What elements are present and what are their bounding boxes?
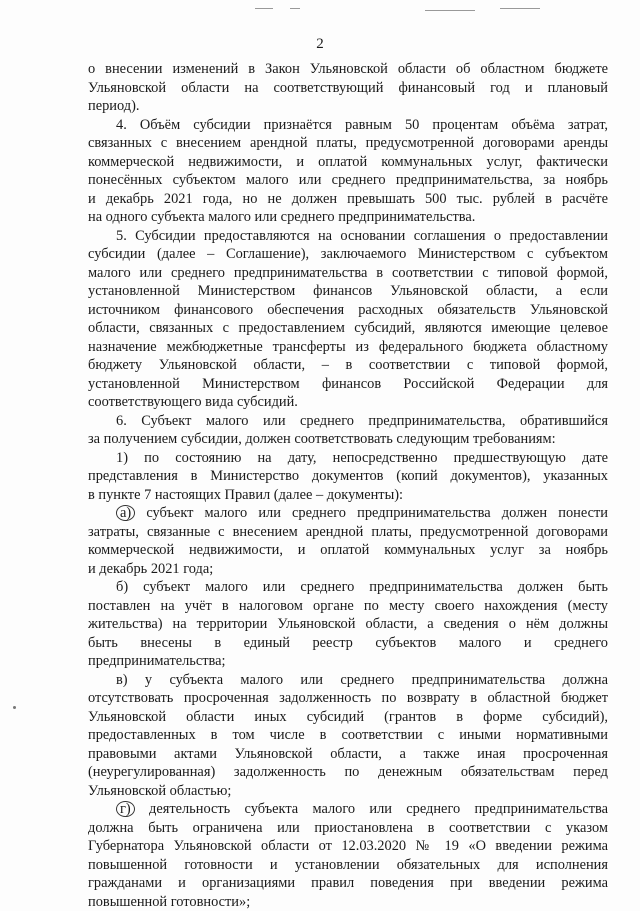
text-line-content: 1) по состоянию на дату, непосредственно предшествующую дате (116, 450, 608, 466)
text-line-content: жительства) на территории Ульяновской области, а сведения о нём должны (88, 616, 608, 632)
text-line (88, 782, 608, 801)
text-line-content: за получением субсидии, должен соответствовать следующим требованиям: (88, 431, 556, 447)
text-line (88, 375, 608, 394)
scan-artifact (500, 8, 540, 9)
text-line-content: соответствующего вида субсидий. (88, 394, 298, 410)
scan-artifact (13, 706, 16, 709)
text-line (88, 689, 608, 708)
text-line (88, 356, 608, 375)
text-line (88, 97, 608, 116)
text-line (88, 578, 608, 597)
text-line-content: Губернатора Ульяновской области от 12.03.2020 № 19 «О введении режима (88, 838, 608, 854)
text-line-content: деятельность субъекта малого или среднего предпринимательства (149, 801, 608, 817)
text-line-content: субсидии (далее – Соглашение), заключаемого Министерством с субъектом (88, 246, 608, 262)
text-line-content: Ульяновской областью; (88, 783, 231, 799)
text-line (88, 560, 608, 579)
text-line-content: малого или среднего предпринимательства в соответствии с типовой формой, (88, 265, 608, 281)
text-line (88, 116, 608, 135)
text-line (88, 190, 608, 209)
text-line (88, 301, 608, 320)
text-line (88, 449, 608, 468)
text-line (88, 874, 608, 893)
text-line (88, 523, 608, 542)
text-line-content: в пункте 7 настоящих Правил (далее – документы): (88, 487, 403, 503)
text-line (88, 282, 608, 301)
text-line-content: 4. Объём субсидии признаётся равным 50 процентам объёма затрат, (116, 117, 608, 133)
page-number: 2 (0, 36, 640, 53)
text-line (88, 504, 608, 523)
scan-artifact (290, 8, 300, 9)
text-line (88, 134, 608, 153)
text-line-content: предоставленных в том числе в соответствии с иными нормативными (88, 727, 608, 743)
text-line-content: 5. Субсидии предоставляются на основании соглашения о предоставлении (116, 228, 608, 244)
text-line (88, 893, 608, 911)
text-line-content: в) у субъекта малого или среднего предпринимательства должна (116, 672, 608, 688)
text-line-content: о внесении изменений в Закон Ульяновской области об областном бюджете (88, 61, 608, 77)
text-line (88, 319, 608, 338)
text-line-content: быть внесены в единый реестр субъектов малого и среднего (88, 635, 608, 651)
text-line (88, 60, 608, 79)
text-line (88, 393, 608, 412)
text-line (88, 745, 608, 764)
list-marker: г) (116, 801, 135, 817)
text-line (88, 264, 608, 283)
text-line (88, 338, 608, 357)
text-line-content: б) субъект малого или среднего предпринимательства должен быть (116, 579, 608, 595)
text-line-content: представления в Министерство документов (копий документов), указанных (88, 468, 608, 484)
text-line-content: связанных с внесением арендной платы, предусмотренной договорами аренды (88, 135, 608, 151)
text-line-content: субъект малого или среднего предпринимательства должен понести (146, 505, 608, 521)
text-line (88, 763, 608, 782)
text-line-content: установленной Министерством финансов Ульяновской области, а если (88, 283, 608, 299)
text-line-content: поставлен на учёт в налоговом органе по месту своего нахождения (месту (88, 598, 608, 614)
text-line (88, 652, 608, 671)
text-line (88, 615, 608, 634)
text-line-content: правовыми актами Ульяновской области, а также иная просроченная (88, 746, 608, 762)
text-line (88, 208, 608, 227)
text-line (88, 486, 608, 505)
text-line-content: коммерческой недвижимости, и оплатой коммунальных услуг за ноябрь (88, 542, 608, 558)
text-line (88, 634, 608, 653)
scan-artifact (255, 8, 273, 9)
text-line-content: Ульяновской области иных субсидий (грантов в форме субсидий), (88, 709, 608, 725)
text-line-content: гражданами и организациями правил поведения при введении режима (88, 875, 608, 891)
text-line-content: понесённых субъектом малого или среднего предпринимательства, за ноябрь (88, 172, 608, 188)
text-line (88, 245, 608, 264)
text-line (88, 430, 608, 449)
text-line-content: назначение межбюджетные трансферты из федерального бюджета областному (88, 339, 608, 355)
text-line-content: период). (88, 98, 139, 114)
text-line-content: и декабрь 2021 года; (88, 561, 213, 577)
text-line (88, 467, 608, 486)
text-line (88, 79, 608, 98)
text-line-content: предпринимательства; (88, 653, 226, 669)
text-line (88, 153, 608, 172)
text-line-content: коммерческой недвижимости, и оплатой коммунальных услуг, фактически (88, 154, 608, 170)
text-line-content: затраты, связанные с внесением арендной платы, предусмотренной договорами (88, 524, 608, 540)
text-line (88, 837, 608, 856)
text-line (88, 671, 608, 690)
text-line-content: (неурегулированная) задолженность по денежным обязательствам перед (88, 764, 608, 780)
text-line (88, 708, 608, 727)
text-line (88, 819, 608, 838)
scan-artifact (425, 10, 475, 11)
text-line (88, 541, 608, 560)
text-line (88, 171, 608, 190)
text-line-content: повышенной готовности и установлении обязательных для исполнения (88, 857, 608, 873)
text-line-content: 6. Субъект малого или среднего предпринимательства, обратившийся (116, 413, 608, 429)
text-line-content: Ульяновской области на соответствующий финансовый год и плановый (88, 80, 608, 96)
text-line (88, 800, 608, 819)
text-line (88, 726, 608, 745)
text-line (88, 227, 608, 246)
text-line-content: бюджету Ульяновской области, – в соответствии с типовой формой, (88, 357, 608, 373)
text-line (88, 597, 608, 616)
text-line-content: повышенной готовности»; (88, 894, 250, 910)
text-line-content: должна быть ограничена или приостановлена в соответствии с указом (88, 820, 608, 836)
text-line-content: и декабрь 2021 года, но не должен превышать 500 тыс. рублей в расчёте (88, 191, 608, 207)
list-marker: а) (116, 505, 135, 521)
document-body (88, 60, 608, 911)
text-line-content: источником финансового обеспечения расходных обязательств Ульяновской (88, 302, 608, 318)
text-line-content: отсутствовать просроченная задолженность по возврату в областной бюджет (88, 690, 608, 706)
text-line-content: установленной Министерством финансов Российской Федерации для (88, 376, 608, 392)
text-line (88, 856, 608, 875)
text-line-content: области, связанных с предоставлением субсидий, являются имеющие целевое (88, 320, 608, 336)
text-line-content: на одного субъекта малого или среднего предпринимательства. (88, 209, 475, 225)
text-line (88, 412, 608, 431)
